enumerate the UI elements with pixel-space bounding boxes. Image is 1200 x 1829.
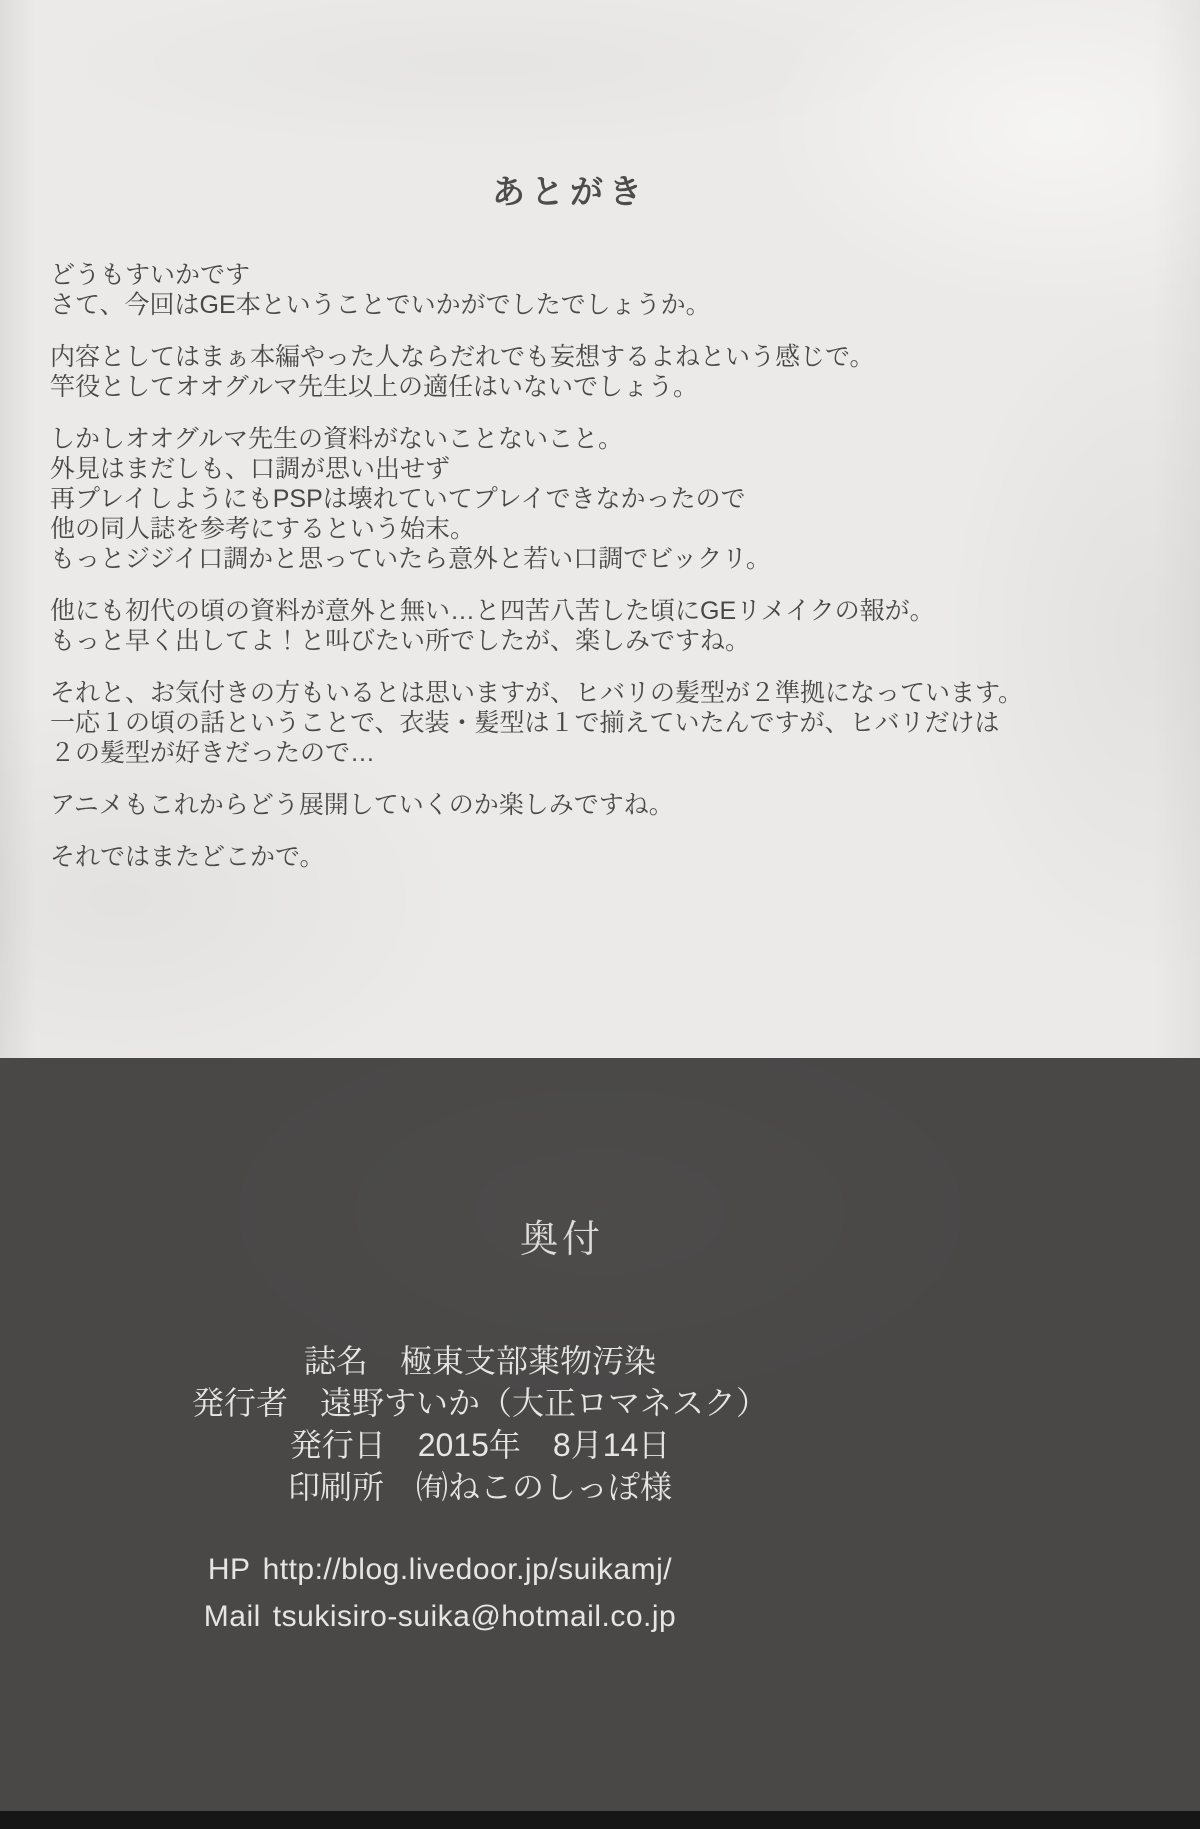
afterword-paragraph [50,424,1150,574]
colophon-value: 2015年 8月14日 [417,1427,671,1463]
afterword-paragraph [50,790,1150,820]
colophon-row-date [0,1424,960,1466]
afterword-body [50,260,1150,894]
colophon-row-printer [0,1466,960,1508]
colophon-rows [0,1340,960,1508]
afterword-line: もっとジジイ口調かと思っていたら意外と若い口調でビックリ。 [50,545,771,573]
afterword-line: 再プレイしようにもPSPは壊れていてプレイできなかったので [50,485,746,513]
contact-value: tsukisiro-suika@hotmail.co.jp [272,1600,677,1633]
afterword-line: それではまたどこかで。 [50,843,325,871]
contact-value: http://blog.livedoor.jp/suikamj/ [262,1553,673,1586]
afterword-line: 竿役としてオオグルマ先生以上の適任はいないでしょう。 [50,373,699,401]
afterword-paragraph [50,596,1150,656]
contact-label: HP [207,1553,251,1586]
colophon-row-publisher [0,1382,960,1424]
colophon-contacts [0,1546,880,1640]
afterword-line: それと、お気付きの方もいるとは思いますが、ヒバリの髪型が２準拠になっています。 [50,679,1024,707]
afterword-line: 一応１の頃の話ということで、衣装・髪型は１で揃えていたんですが、ヒバリだけは [50,709,1000,737]
afterword-title: あとがき [492,173,648,210]
afterword-line: さて、今回はGE本ということでいかがでしたでしょうか。 [50,291,711,319]
afterword-line: 外見はまだしも、口調が思い出せず [50,455,451,483]
colophon-value: 遠野すいか（大正ロマネスク） [320,1385,769,1421]
colophon-label: 発行日 [289,1427,386,1463]
colophon-value: 極東支部薬物汚染 [400,1343,657,1379]
contact-row-hp [0,1546,880,1593]
afterword-paragraph [50,678,1150,768]
colophon-row-title [0,1340,960,1382]
colophon-label: 印刷所 [287,1469,384,1505]
afterword-paragraph [50,342,1150,402]
afterword-paragraph [50,260,1150,320]
afterword-line: しかしオオグルマ先生の資料がないことないこと。 [50,425,624,453]
page-bottom-edge [0,1811,1200,1829]
contact-label: Mail [203,1600,261,1633]
afterword-line: もっと早く出してよ！と叫びたい所でしたが、楽しみですね。 [50,627,751,655]
contact-row-mail [0,1593,880,1640]
colophon-section [0,1058,1200,1829]
afterword-line: 他の同人誌を参考にするという始末。 [50,515,476,543]
colophon-label: 誌名 [303,1343,368,1379]
afterword-line: 内容としてはまぁ本編やった人ならだれでも妄想するよねという感じで。 [50,343,875,371]
afterword-line: ２の髪型が好きだったので… [50,739,376,767]
afterword-line: どうもすいかです [50,261,251,289]
afterword-line: 他にも初代の頃の資料が意外と無い…と四苦八苦した頃にGEリメイクの報が。 [50,597,935,625]
colophon-label: 発行者 [191,1385,288,1421]
colophon-value: ㈲ねこのしっぽ様 [416,1469,673,1505]
afterword-line: アニメもこれからどう展開していくのか楽しみですね。 [50,791,674,819]
colophon-title: 奥付 [519,1219,604,1261]
afterword-paragraph [50,842,1150,872]
